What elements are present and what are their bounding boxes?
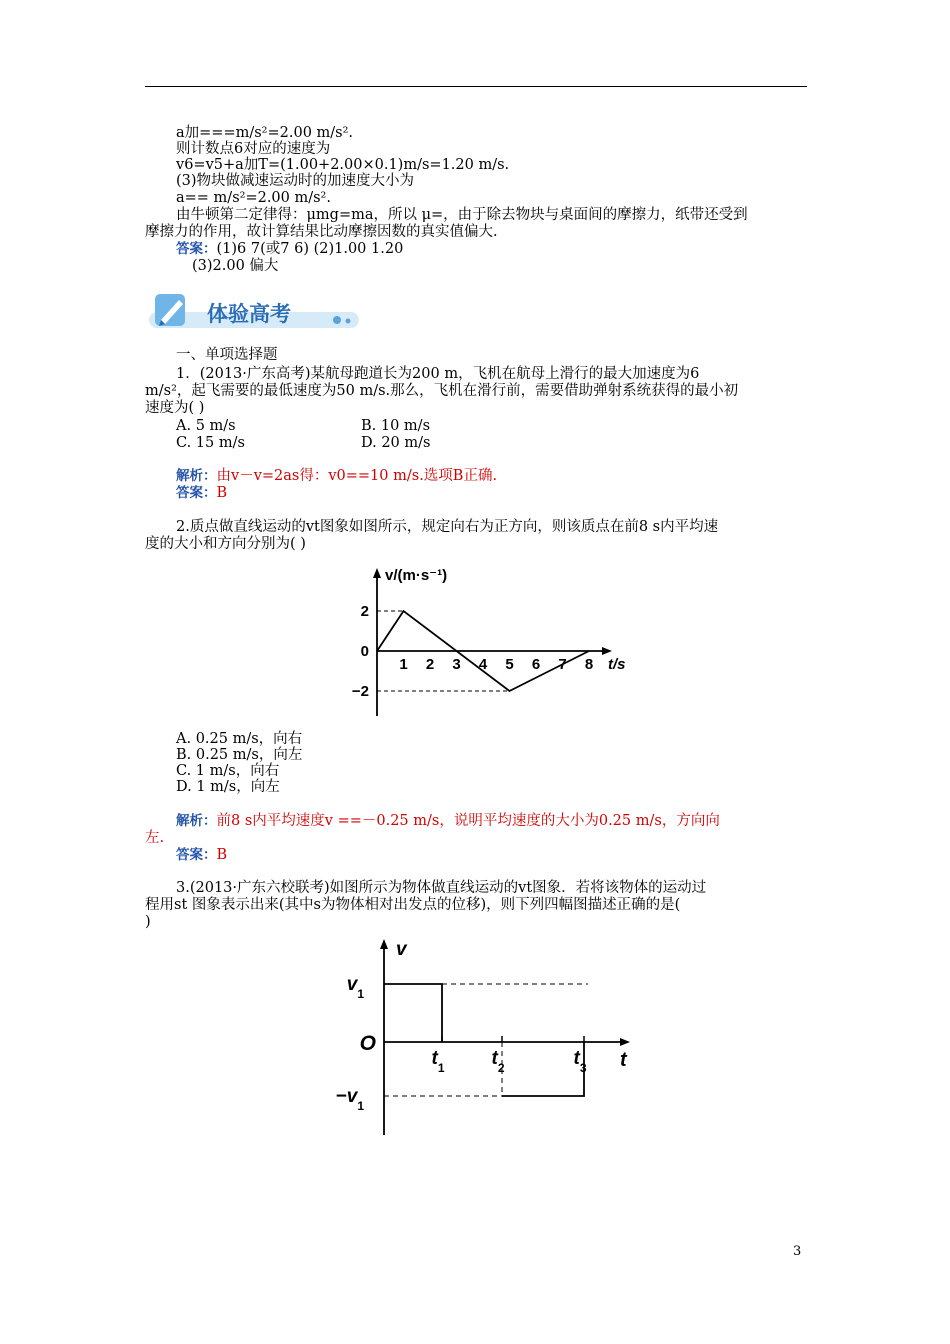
q1-answer <box>176 485 227 502</box>
question-1-line: 1．(2013·广东高考)某航母跑道长为200 m，飞机在航母上滑行的最大加速度为6 <box>176 366 700 382</box>
text-line: a加===m/s²=2.00 m/s². <box>176 125 354 141</box>
answer-line <box>176 241 403 258</box>
y-axis-label: v/(m·s⁻¹) <box>385 567 448 584</box>
x-axis-label: t <box>620 1049 627 1071</box>
x-tick-label: 4 <box>478 656 488 673</box>
text-line: 则计数点6对应的速度为 <box>176 141 331 157</box>
y-axis-arrow <box>373 568 381 578</box>
x-tick-label: 3 <box>452 656 461 673</box>
question-1-line: 速度为( ) <box>145 400 205 416</box>
x-tick-label: 8 <box>584 656 594 673</box>
vt-chart-2 <box>335 935 648 1140</box>
analysis-text: 前8 s内平均速度v ==－0.25 m/s，说明平均速度的大小为0.25 m/s，方向向 <box>216 813 720 829</box>
x-axis-arrow <box>602 647 612 655</box>
q2-option-a: A. 0.25 m/s，向右 <box>176 731 303 747</box>
question-2-line: 度的大小和方向分别为( ) <box>145 536 306 552</box>
page-number: 3 <box>793 1244 802 1259</box>
answer-line: (3)2.00 偏大 <box>192 258 279 274</box>
question-3-line: 3.(2013·广东六校联考)如图所示为物体做直线运动的vt图象．若将该物体的运动过 <box>176 880 707 896</box>
y-axis-label: v <box>396 939 407 960</box>
q1-option-d: D. 20 m/s <box>361 435 431 451</box>
answer-text: B <box>216 485 228 501</box>
x-tick-label: $t_2$ <box>491 1048 505 1075</box>
q1-analysis <box>176 468 497 485</box>
q2-analysis <box>176 813 720 830</box>
y-axis-arrow <box>380 939 388 949</box>
q1-option-b: B. 10 m/s <box>361 418 431 434</box>
y-tick-label: −2 <box>351 683 369 700</box>
text-line: (3)物块做减速运动时的加速度大小为 <box>176 173 415 189</box>
question-3-line: 程用st 图象表示出来(其中s为物体相对出发点的位移)，则下列四幅图描述正确的是( <box>145 897 681 913</box>
x-tick-label: 2 <box>425 656 435 673</box>
x-tick-label: 7 <box>558 656 567 673</box>
velocity-segment <box>502 1042 587 1096</box>
text-line: a== m/s²=2.00 m/s². <box>176 190 331 206</box>
section-banner <box>147 290 362 332</box>
origin-label: O <box>359 1032 376 1055</box>
velocity-segment <box>384 984 442 1042</box>
x-tick-label: 6 <box>531 656 541 673</box>
y-tick-label: $-v_1$ <box>335 1086 364 1113</box>
q2-option-b: B. 0.25 m/s，向左 <box>176 747 303 763</box>
q1-option-c: C. 15 m/s <box>176 435 245 451</box>
q1-option-a: A. 5 m/s <box>176 418 236 434</box>
analysis-text: 由v－v=2as得：v0==10 m/s.选项B正确. <box>216 468 498 484</box>
x-axis-arrow <box>620 1038 630 1046</box>
y-tick-label: 0 <box>360 643 369 660</box>
x-tick-label: 5 <box>505 656 514 673</box>
answer-label: 答案： <box>176 485 217 501</box>
answer-text: B <box>216 847 228 863</box>
section-heading: 一、单项选择题 <box>176 347 278 363</box>
banner-title: 体验高考 <box>207 302 291 326</box>
y-tick-label: $v_1$ <box>346 974 364 1001</box>
q2-analysis-cont: 左. <box>145 830 165 846</box>
x-axis-label: t/s <box>608 656 626 673</box>
q2-option-c: C. 1 m/s，向右 <box>176 763 280 779</box>
answer-label: 答案： <box>176 241 217 257</box>
text-line: v6=v5+a加T=(1.00+2.00×0.1)m/s=1.20 m/s. <box>176 157 510 173</box>
y-tick-label: 2 <box>360 603 369 620</box>
text-line: 摩擦力的作用，故计算结果比动摩擦因数的真实值偏大. <box>145 224 498 240</box>
x-tick-label: $t_3$ <box>573 1048 587 1075</box>
answer-text: (1)6 7(或7 6) (2)1.00 1.20 <box>216 241 404 257</box>
q2-option-d: D. 1 m/s，向左 <box>176 779 280 795</box>
question-2-line: 2.质点做直线运动的vt图象如图所示，规定向右为正方向，则该质点在前8 s内平均速 <box>176 519 719 535</box>
analysis-label: 解析： <box>176 813 217 829</box>
x-tick-label: 1 <box>399 656 408 673</box>
header-rule <box>145 86 807 87</box>
q2-answer <box>176 847 227 864</box>
answer-label: 答案： <box>176 847 217 863</box>
question-1-line: m/s²，起飞需要的最低速度为50 m/s.那么，飞机在滑行前，需要借助弹射系统获得的最小初 <box>145 383 739 399</box>
x-tick-label: $t_1$ <box>431 1048 445 1075</box>
text-line: 由牛顿第二定律得：μmg=ma，所以 μ=，由于除去物块与桌面间的摩擦力，纸带还受到 <box>176 207 748 223</box>
question-3-line: ) <box>145 914 151 930</box>
vt-chart-1 <box>340 558 640 723</box>
analysis-label: 解析： <box>176 468 217 484</box>
